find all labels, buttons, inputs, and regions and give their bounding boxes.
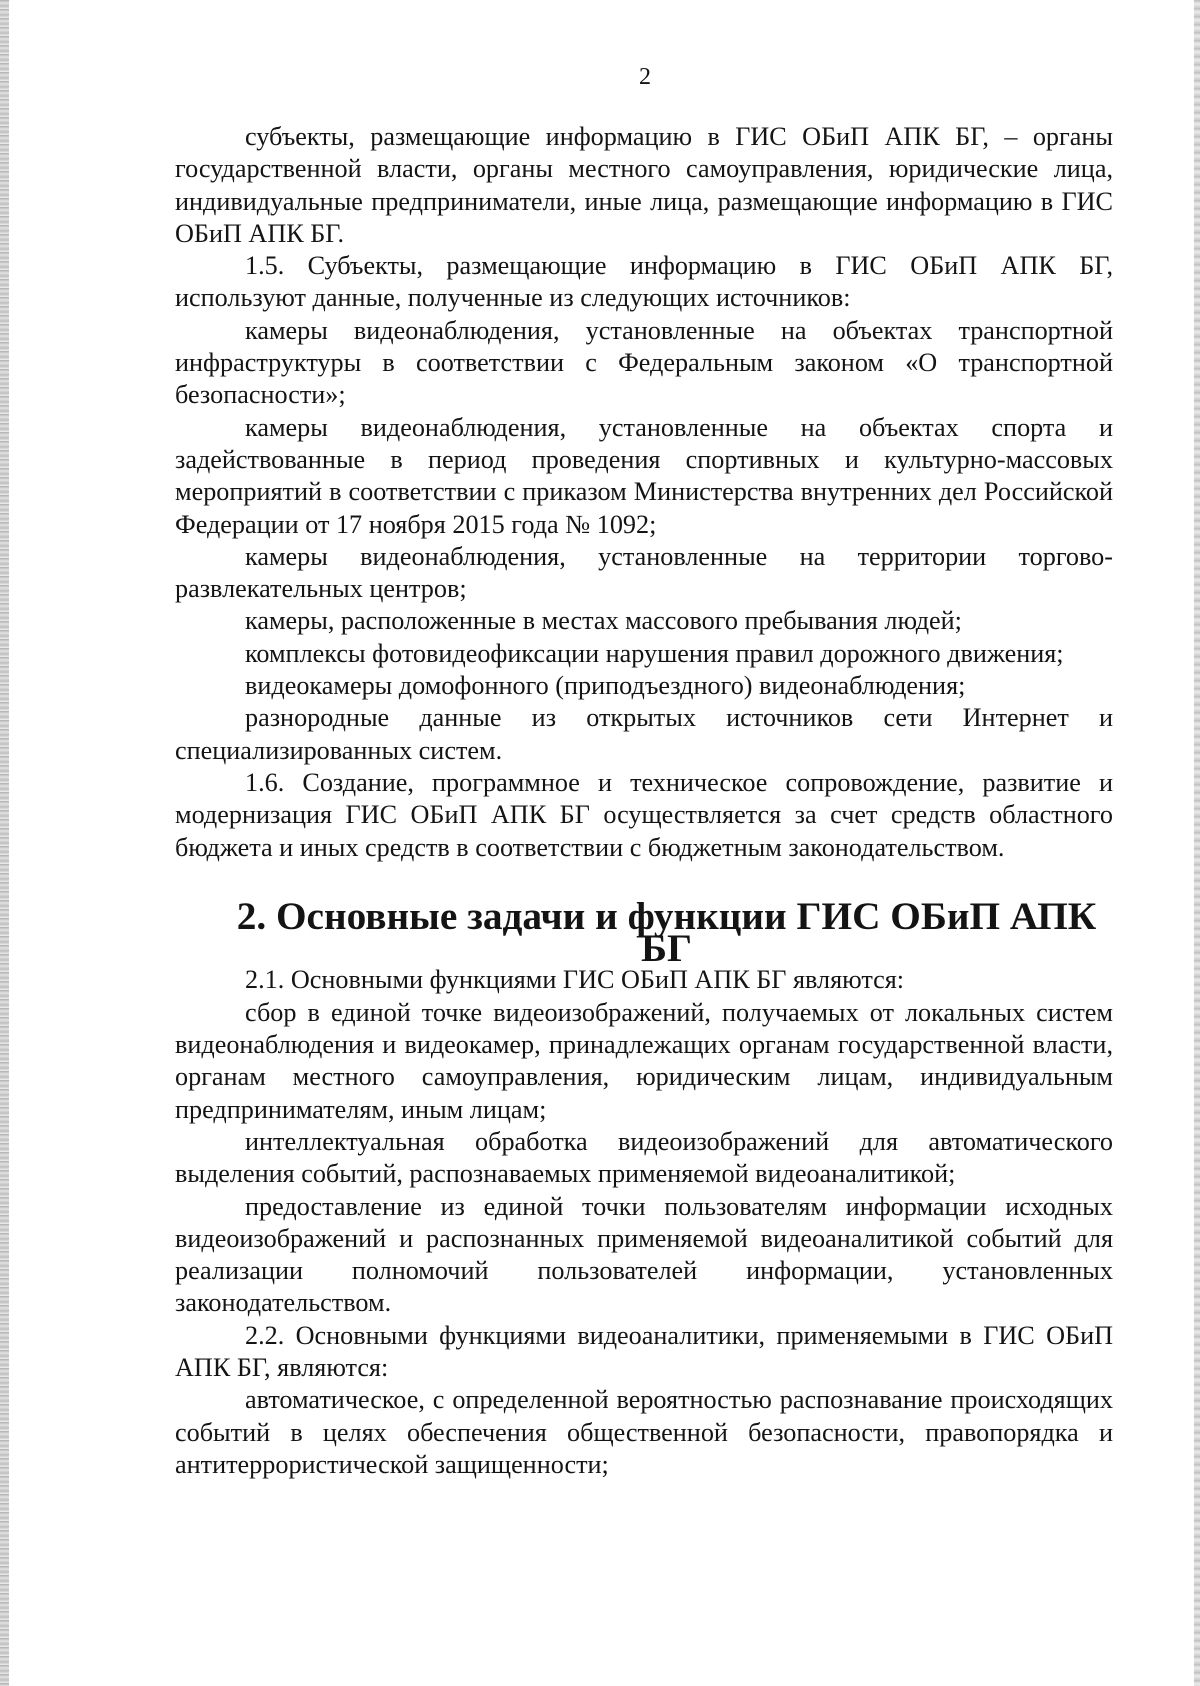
list-item-provision: предоставление из единой точки пользователям информации исходных видеоизображений и распознанных применяемой видеоаналитикой событий для реализации полномочий пользователей информации, установленных законодательством. [175, 1191, 1113, 1318]
list-item-intercom-cameras: видеокамеры домофонного (приподъездного) видеонаблюдения; [245, 671, 966, 701]
list-item-transport-cameras: камеры видеонаблюдения, установленные на объектах транспортной инфраструктуры в соответствии с Федеральным законом «О транспортной безопасности»; [175, 315, 1113, 410]
paragraph-subjects-definition: субъекты, размещающие информацию в ГИС ОБиП АПК БГ, – органы государственной власти, органы местного самоуправления, юридические лица, индивидуальные предприниматели, иные лица, размещающие информацию в ГИС ОБиП АПК БГ. [175, 122, 1113, 248]
list-item-processing: интеллектуальная обработка видеоизображений для автоматического выделения событий, распознаваемых применяемой видеоаналитикой; [175, 1126, 1113, 1189]
page-number: 2 [639, 64, 651, 90]
list-item-sport-cameras: камеры видеонаблюдения, установленные на объектах спорта и задействованные в период проведения спортивных и культурно-массовых мероприятий в соответствии с приказом Министерства внутренних дел Российской Федерации от 17 ноября 2015 года № 1092; [175, 412, 1113, 539]
paragraph-1-6: 1.6. Создание, программное и техническое сопровождение, развитие и модернизация ГИС ОБиП АПК БГ осуществляется за счет средств областного бюджета и иных средств в соответствии с бюджетным законодательством. [175, 767, 1113, 862]
list-item-collection: сбор в единой точке видеоизображений, получаемых от локальных систем видеонаблюдения и видеокамер, принадлежащих органам государственной власти, органам местного самоуправления, юридическим лицам, индивидуальным предпринимателям, иным лицам; [175, 997, 1113, 1124]
list-item-crowd-cameras: камеры, расположенные в местах массового пребывания людей; [245, 606, 962, 636]
list-item-traffic-complexes: комплексы фотовидеофиксации нарушения правил дорожного движения; [245, 638, 1064, 668]
paragraph-1-5: 1.5. Субъекты, размещающие информацию в ГИС ОБиП АПК БГ, используют данные, полученные из следующих источников: [175, 251, 1113, 313]
list-item-recognition: автоматическое, с определенной вероятностью распознавание происходящих событий в целях обеспечения общественной безопасности, правопорядка и антитеррористической защищенности; [175, 1385, 1113, 1479]
list-item-mall-cameras: камеры видеонаблюдения, установленные на территории торгово-развлекательных центров; [175, 541, 1113, 604]
paragraph-2-2: 2.2. Основными функциями видеоаналитики, применяемыми в ГИС ОБиП АПК БГ, являются: [175, 1320, 1113, 1382]
scan-edge-right [1194, 0, 1200, 1686]
scan-edge-left [0, 0, 9, 1686]
document-body [175, 121, 1113, 1481]
section-heading-2: 2. Основные задачи и функции ГИС ОБиП АПК БГ [236, 893, 1097, 971]
list-item-open-sources: разнородные данные из открытых источников сети Интернет и специализированных систем. [175, 703, 1113, 765]
paragraph-2-1: 2.1. Основными функциями ГИС ОБиП АПК БГ являются: [245, 965, 905, 995]
